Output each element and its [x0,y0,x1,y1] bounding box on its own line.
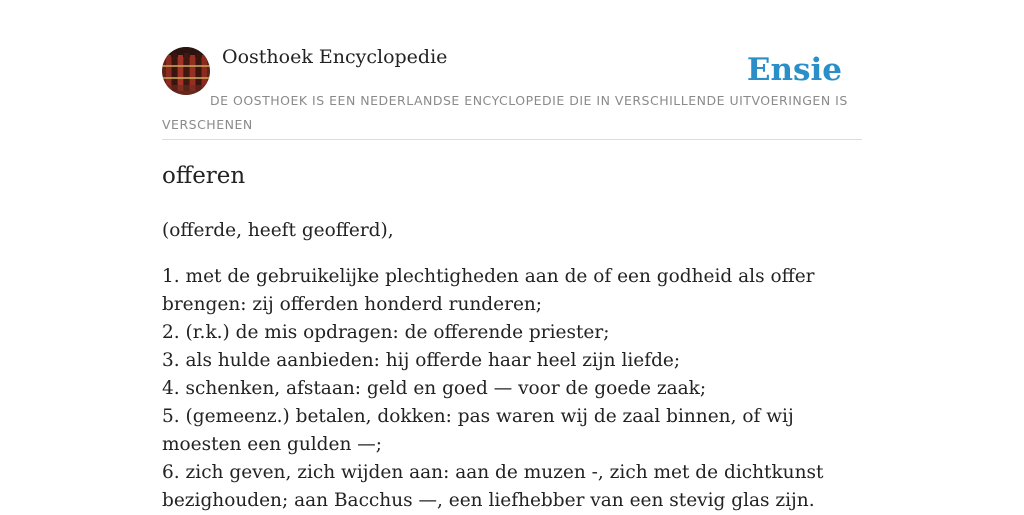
definition-item: 2. (r.k.) de mis opdragen: de offerende priester; [162,322,610,343]
header-divider [162,139,862,140]
brand-logo-link[interactable]: Ensie [746,52,842,88]
definition-list [162,263,872,515]
definition-item: 4. schenken, afstaan: geld en goed — voor de goede zaak; [162,378,707,399]
definition-item: 1. met de gebruikelijke plechtigheden aan de of een godheid als offer brengen: zij offerden honderd runderen; [162,266,815,315]
site-title[interactable]: Oosthoek Encyclopedie [222,46,448,68]
entry-grammar: (offerde, heeft geofferd), [162,220,394,241]
definition-item: 3. als hulde aanbieden: hij offerde haar heel zijn liefde; [162,350,681,371]
site-tagline: DE OOSTHOEK IS EEN NEDERLANDSE ENCYCLOPEDIE DIE IN VERSCHILLENDE UITVOERINGEN IS VERSCHENEN [162,93,848,132]
entry-headword: offeren [162,163,246,189]
definition-item: 5. (gemeenz.) betalen, dokken: pas waren wij de zaal binnen, of wij moesten een gulden —; [162,406,794,455]
definition-item: 6. zich geven, zich wijden aan: aan de muzen -, zich met de dichtkunst bezighouden; aan Bacchus —, een liefhebber van een stevig glas zijn. [162,462,824,511]
book-spines-icon[interactable] [162,47,210,95]
